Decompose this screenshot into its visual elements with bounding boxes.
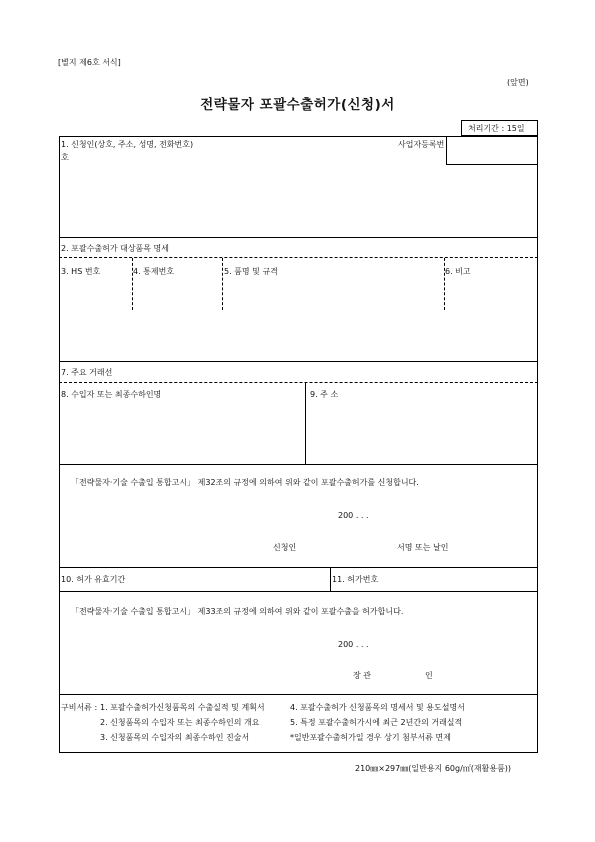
seal-label: 인: [425, 671, 433, 680]
divider-validity-top: [59, 567, 538, 568]
divider-documents-top: [59, 694, 538, 695]
importer-address-divider: [305, 383, 306, 464]
signature-or-seal-label: 서명 또는 날인: [397, 543, 449, 552]
divider-partner-header: [59, 382, 538, 383]
paper-spec: 210㎜×297㎜(일반용지 60g/㎡(재활용품)): [355, 764, 512, 773]
importer-label: 8. 수입자 또는 최종수하인명: [61, 390, 162, 399]
importer-field[interactable]: [62, 402, 302, 460]
divider-approval-top: [59, 591, 538, 592]
items-section-label: 2. 포괄수출허가 대상품목 명세: [61, 244, 169, 253]
document-item-3: 3. 신청품목의 수입자의 최종수하인 진술서: [100, 733, 250, 742]
document-item-2: 2. 신청품목의 수입자 또는 최종수하인의 개요: [100, 718, 260, 727]
address-label: 9. 주 소: [310, 390, 339, 399]
application-statement: 「전략물자·기술 수출입 통합고시」 제32조의 규정에 의하여 위와 같이 포괄수출허가를 신청합니다.: [71, 478, 419, 487]
product-spec-label: 5. 품명 및 규격: [224, 267, 278, 276]
divider-partner-top: [59, 361, 538, 362]
validity-label: 10. 허가 유효기간: [61, 575, 126, 584]
document-item-4: 4. 포괄수출허가 신청품목의 명세서 및 용도설명서: [290, 703, 465, 712]
applicant-signature-field[interactable]: [320, 538, 390, 554]
col-divider-2: [222, 258, 223, 310]
document-item-1: 1. 포괄수출허가신청품목의 수출실적 및 계획서: [100, 703, 265, 712]
applicant-label: 1. 신청인(상호, 주소, 성명, 전화번호): [61, 140, 194, 149]
validity-permit-divider: [330, 567, 331, 591]
biz-reg-divider: [446, 136, 447, 165]
business-reg-field[interactable]: [448, 139, 536, 163]
hs-number-label: 3. HS 번호: [61, 267, 101, 276]
required-documents-label: 구비서류 :: [61, 703, 98, 712]
document-item-5: 5. 특정 포괄수출허가시에 최근 2년간의 거래실적: [290, 718, 463, 727]
form-number-label: [별지 제6호 서식]: [58, 58, 121, 67]
applicant-field[interactable]: [70, 165, 530, 235]
document-note: *일반포괄수출허가일 경우 상기 첨부서류 면제: [290, 733, 452, 742]
address-field[interactable]: [309, 402, 535, 460]
approval-statement: 「전략물자·기술 수출입 통합고시」 제33조의 규정에 의하여 위와 같이 포괄수출을 허가합니다.: [71, 607, 404, 616]
page-side-label: (앞면): [507, 78, 529, 87]
control-number-label: 4. 통제번호: [133, 267, 175, 276]
minister-label: 장 관: [353, 671, 371, 680]
page-title: 전략물자 포괄수출허가(신청)서: [200, 97, 395, 113]
processing-period-text: 처리기간 : 15일: [468, 124, 525, 133]
divider-items-top: [59, 237, 538, 238]
main-partner-label: 7. 주요 거래선: [61, 368, 113, 377]
processing-period-box: [461, 120, 538, 136]
divider-application-top: [59, 464, 538, 465]
divider-items-header: [59, 257, 538, 258]
permit-number-label: 11. 허가번호: [332, 575, 379, 584]
remark-label: 6. 비고: [445, 267, 471, 276]
approval-date: 200 . . .: [338, 640, 369, 649]
application-date: 200 . . .: [338, 511, 369, 520]
business-reg-label: 사업자등록번: [398, 140, 445, 149]
applicant-sign-label: 신청인: [273, 543, 297, 552]
applicant-label-cont: 호: [61, 153, 69, 162]
